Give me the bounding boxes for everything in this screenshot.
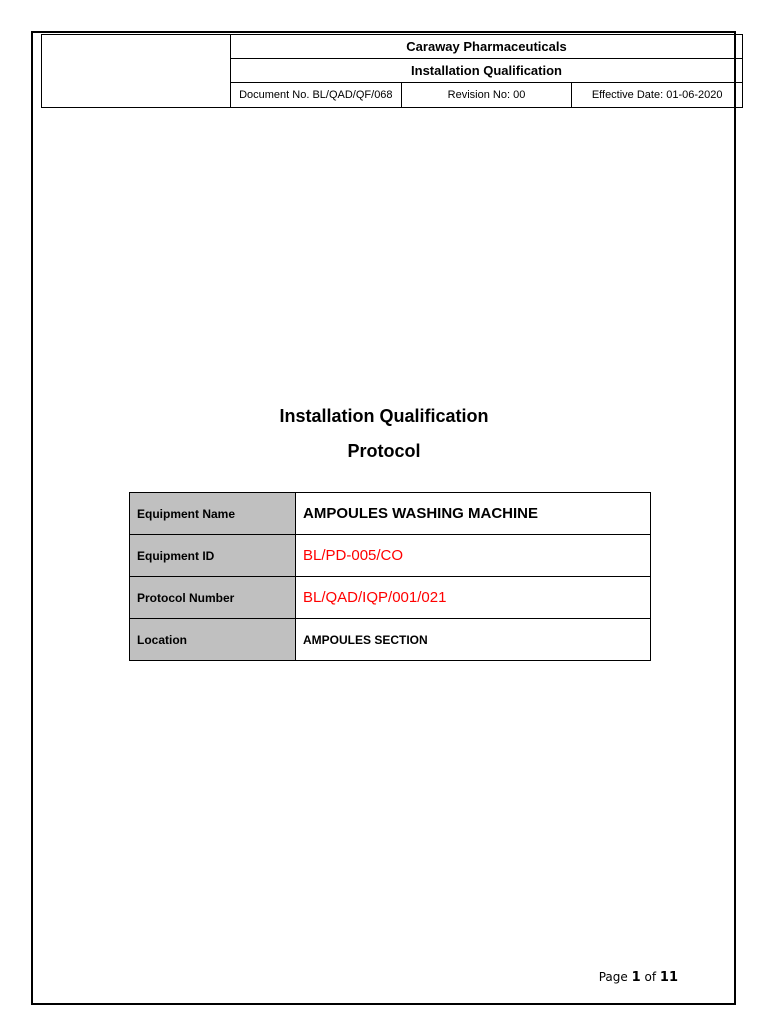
document-header <box>41 34 743 108</box>
location-value: AMPOULES SECTION <box>296 619 651 661</box>
table-row <box>130 619 651 661</box>
of-word: of <box>644 970 657 984</box>
location-label: Location <box>130 619 296 661</box>
effective-date: Effective Date: 01-06-2020 <box>572 83 743 108</box>
equipment-name-value: AMPOULES WASHING MACHINE <box>296 493 651 535</box>
equipment-id-label: Equipment ID <box>130 535 296 577</box>
document-type: Installation Qualification <box>231 59 743 83</box>
logo-cell <box>42 35 231 108</box>
revision-number: Revision No: 00 <box>401 83 572 108</box>
current-page: 1 <box>631 970 641 985</box>
table-row <box>130 535 651 577</box>
document-number: Document No. BL/QAD/QF/068 <box>231 83 402 108</box>
page-subtitle: Protocol <box>347 441 421 461</box>
protocol-number-label: Protocol Number <box>130 577 296 619</box>
equipment-name-label: Equipment Name <box>130 493 296 535</box>
equipment-id-value: BL/PD-005/CO <box>296 535 651 577</box>
page-word: Page <box>598 970 628 984</box>
page-number <box>599 970 678 985</box>
protocol-number-value: BL/QAD/IQP/001/021 <box>296 577 651 619</box>
page-title: Installation Qualification <box>279 406 489 426</box>
table-row <box>130 577 651 619</box>
table-row <box>130 493 651 535</box>
company-name: Caraway Pharmaceuticals <box>231 35 743 59</box>
equipment-info-table <box>129 492 651 661</box>
total-pages: 11 <box>659 970 678 985</box>
